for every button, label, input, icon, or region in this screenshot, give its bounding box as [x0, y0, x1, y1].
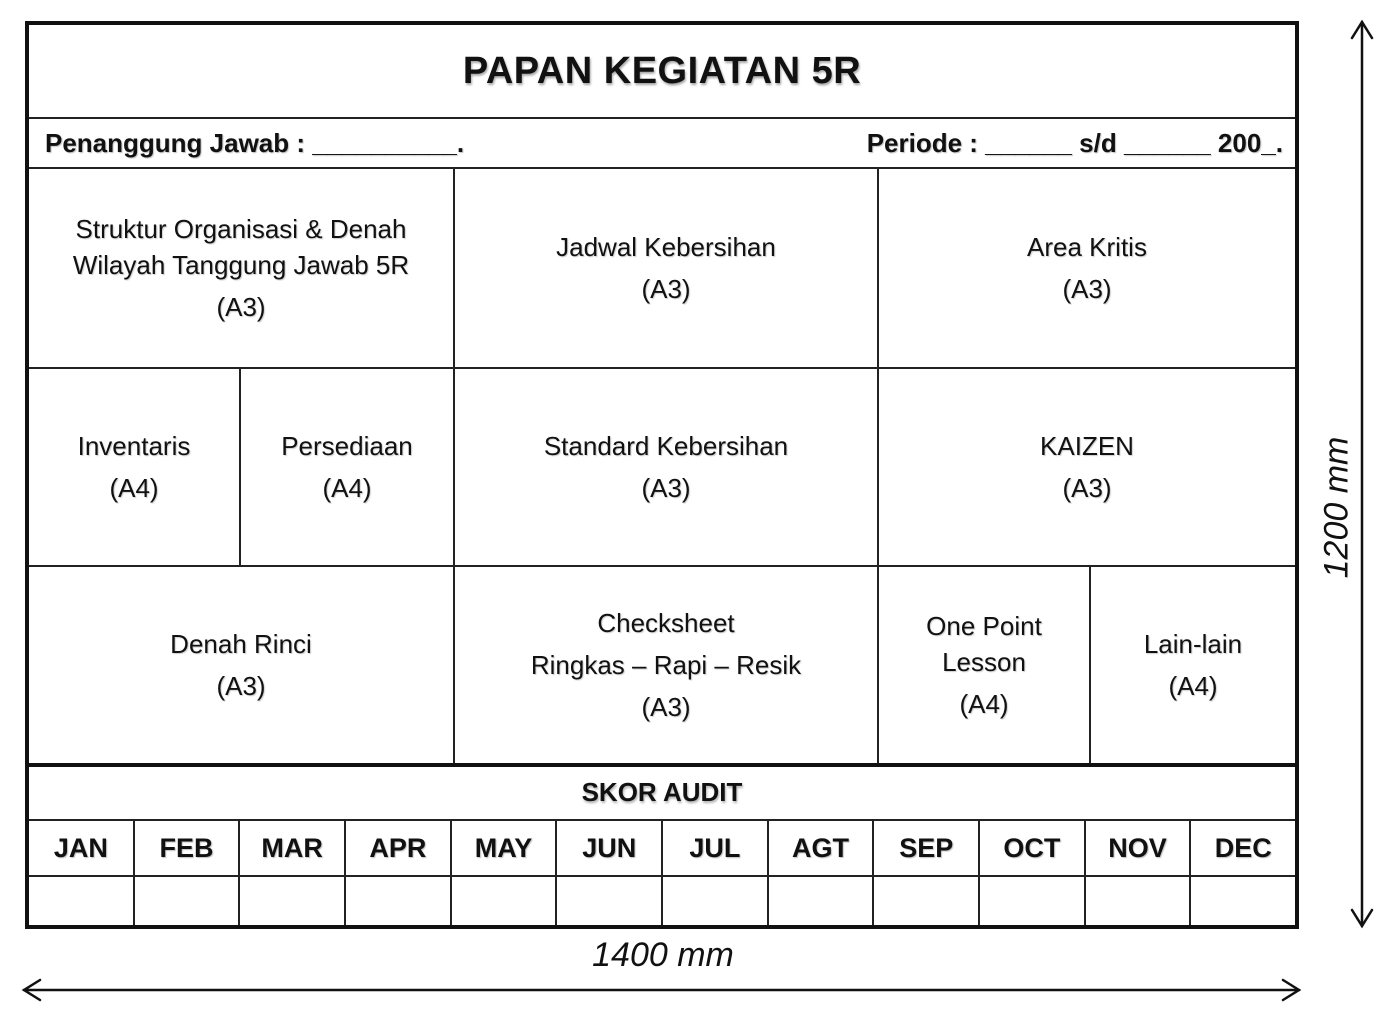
section-text: Struktur Organisasi & Denah: [75, 214, 407, 244]
section-inventaris: [29, 369, 239, 565]
activity-board: [25, 21, 1299, 929]
section-text: One Point: [926, 611, 1042, 641]
responsible-label: Penanggung Jawab : __________.: [45, 127, 465, 158]
height-dimension-label: 1200 mm: [1317, 436, 1356, 579]
month-apr: APR: [346, 821, 452, 875]
width-dimension-label: 1400 mm: [592, 936, 734, 974]
month-jul: JUL: [663, 821, 769, 875]
section-size: (A3): [1062, 473, 1112, 503]
section-persediaan: [241, 369, 453, 565]
month-sep: SEP: [874, 821, 980, 875]
score-cell-nov: [1086, 877, 1192, 925]
section-text: Ringkas – Rapi – Resik: [530, 650, 802, 680]
score-cell-dec: [1191, 877, 1295, 925]
section-size: (A4): [1168, 671, 1218, 701]
section-text: Standard Kebersihan: [543, 431, 789, 461]
section-size: (A4): [322, 473, 372, 503]
audit-months-row: [29, 821, 1295, 875]
section-one-point-lesson: [879, 567, 1089, 763]
section-text: Jadwal Kebersihan: [556, 232, 776, 262]
section-size: (A3): [1062, 274, 1112, 304]
section-size: (A3): [641, 274, 691, 304]
section-text: Denah Rinci: [170, 629, 312, 659]
month-jan: JAN: [29, 821, 135, 875]
section-text: Lesson: [942, 647, 1026, 677]
score-cell-apr: [346, 877, 452, 925]
section-text: Area Kritis: [1027, 232, 1147, 262]
period-label: Periode : ______ s/d ______ 200_.: [866, 127, 1283, 158]
section-text: Checksheet: [597, 608, 735, 638]
section-jadwal-kebersihan: [455, 169, 877, 367]
section-size: (A4): [109, 473, 159, 503]
score-cell-feb: [135, 877, 241, 925]
audit-score-title: SKOR AUDIT: [581, 777, 743, 807]
section-text: Persediaan: [281, 431, 413, 461]
audit-scores-row: [29, 877, 1295, 925]
section-checksheet: [455, 567, 877, 763]
score-cell-jan: [29, 877, 135, 925]
score-cell-oct: [980, 877, 1086, 925]
divider: [1089, 565, 1091, 765]
score-cell-may: [452, 877, 558, 925]
divider: [877, 167, 879, 765]
divider: [453, 167, 455, 765]
score-cell-mar: [240, 877, 346, 925]
score-cell-agt: [769, 877, 875, 925]
month-feb: FEB: [135, 821, 241, 875]
divider: [239, 367, 241, 567]
section-text: Inventaris: [77, 431, 191, 461]
month-agt: AGT: [769, 821, 875, 875]
section-text: Wilayah Tanggung Jawab 5R: [72, 250, 410, 280]
section-size: (A3): [216, 671, 266, 701]
month-may: MAY: [452, 821, 558, 875]
section-lain-lain: [1091, 567, 1295, 763]
section-struktur-organisasi: [29, 169, 453, 367]
section-size: (A3): [641, 473, 691, 503]
month-oct: OCT: [980, 821, 1086, 875]
month-dec: DEC: [1214, 832, 1272, 863]
month-jun: JUN: [557, 821, 663, 875]
section-size: (A4): [959, 689, 1009, 719]
section-text: Lain-lain: [1143, 629, 1243, 659]
month-mar: MAR: [240, 821, 346, 875]
section-text: KAIZEN: [1040, 431, 1134, 461]
section-size: (A3): [216, 292, 266, 322]
section-standard-kebersihan: [455, 369, 877, 565]
score-cell-jul: [663, 877, 769, 925]
score-cell-jun: [557, 877, 663, 925]
section-area-kritis: [879, 169, 1295, 367]
score-cell-sep: [874, 877, 980, 925]
board-title: PAPAN KEGIATAN 5R: [462, 49, 862, 92]
section-kaizen: [879, 369, 1295, 565]
section-denah-rinci: [29, 567, 453, 763]
section-size: (A3): [641, 692, 691, 722]
month-nov: NOV: [1086, 821, 1192, 875]
